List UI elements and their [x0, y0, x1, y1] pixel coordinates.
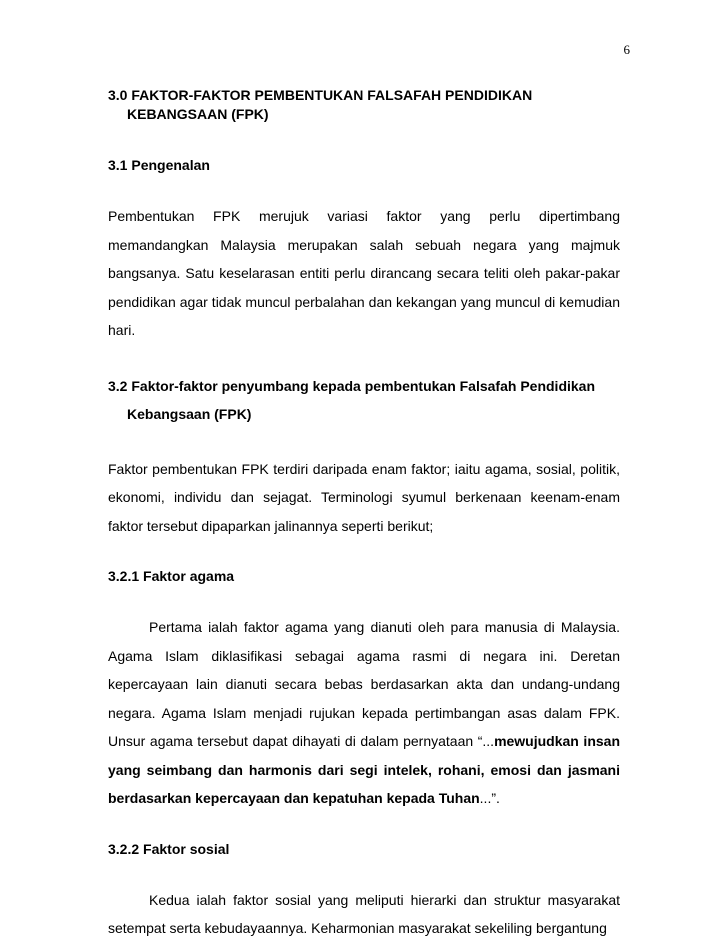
paragraph-faktor-agama-text: Pertama ialah faktor agama yang dianuti oleh para manusia di Malaysia. Agama Islam diklasifikasi sebagai agama rasmi di negara ini. Deretan kepercayaan lain dianuti secara bebas berdasarkan akta dan undang-undang negara. Agama Islam menjadi rujukan kepada pertimbangan asas dalam FPK. Unsur agama tersebut dapat dihayati di dalam pernyataan “...: [108, 619, 620, 749]
section-heading-3-1: 3.1 Pengenalan: [108, 157, 210, 173]
paragraph-pengenalan: Pembentukan FPK merujuk variasi faktor yang perlu dipertimbang memandangkan Malaysia merupakan salah sebuah negara yang majmuk bangsanya. Satu keselarasan entiti perlu dirancang secara teliti oleh pakar-pakar pendidikan agar tidak muncul perbalahan dan kekangan yang muncul di kemudian hari.: [108, 208, 620, 338]
section-heading-3-2: [108, 372, 620, 428]
document-body: [108, 86, 620, 943]
paragraph-faktor-agama: [108, 613, 620, 813]
section-heading-3-0-line2: KEBANGSAAN (FPK): [127, 106, 269, 122]
paragraph-faktor-agama-quote: mewujudkan insan yang seimbang dan harmonis dari segi intelek, rohani, emosi dan jasmani berdasarkan kepercayaan dan kepatuhan kepada Tuhan: [108, 733, 620, 806]
section-heading-3-2-line2: Kebangsaan (FPK): [127, 405, 252, 422]
section-heading-3-0: [108, 86, 620, 124]
paragraph-faktor-agama-tail: ...”.: [479, 790, 500, 806]
section-heading-3-2-2: 3.2.2 Faktor sosial: [108, 840, 230, 857]
section-heading-3-0-line1: 3.0 FAKTOR-FAKTOR PEMBENTUKAN FALSAFAH PENDIDIKAN: [108, 87, 533, 103]
paragraph-faktor-sosial: Kedua ialah faktor sosial yang meliputi hierarki dan struktur masyarakat setempat serta kebudayaannya. Keharmonian masyarakat sekeliling bergantung: [108, 891, 620, 936]
page-number: 6: [623, 42, 630, 57]
paragraph-faktor-pembentukan: Faktor pembentukan FPK terdiri daripada enam faktor; iaitu agama, sosial, politik, ekonomi, individu dan sejagat. Terminologi syumul berkenaan keenam-enam faktor tersebut dipaparkan jalinannya seperti berikut;: [108, 460, 620, 534]
section-heading-3-2-1: 3.2.1 Faktor agama: [108, 568, 235, 584]
section-heading-3-2-line1: 3.2 Faktor-faktor penyumbang kepada pembentukan Falsafah Pendidikan: [108, 377, 596, 394]
